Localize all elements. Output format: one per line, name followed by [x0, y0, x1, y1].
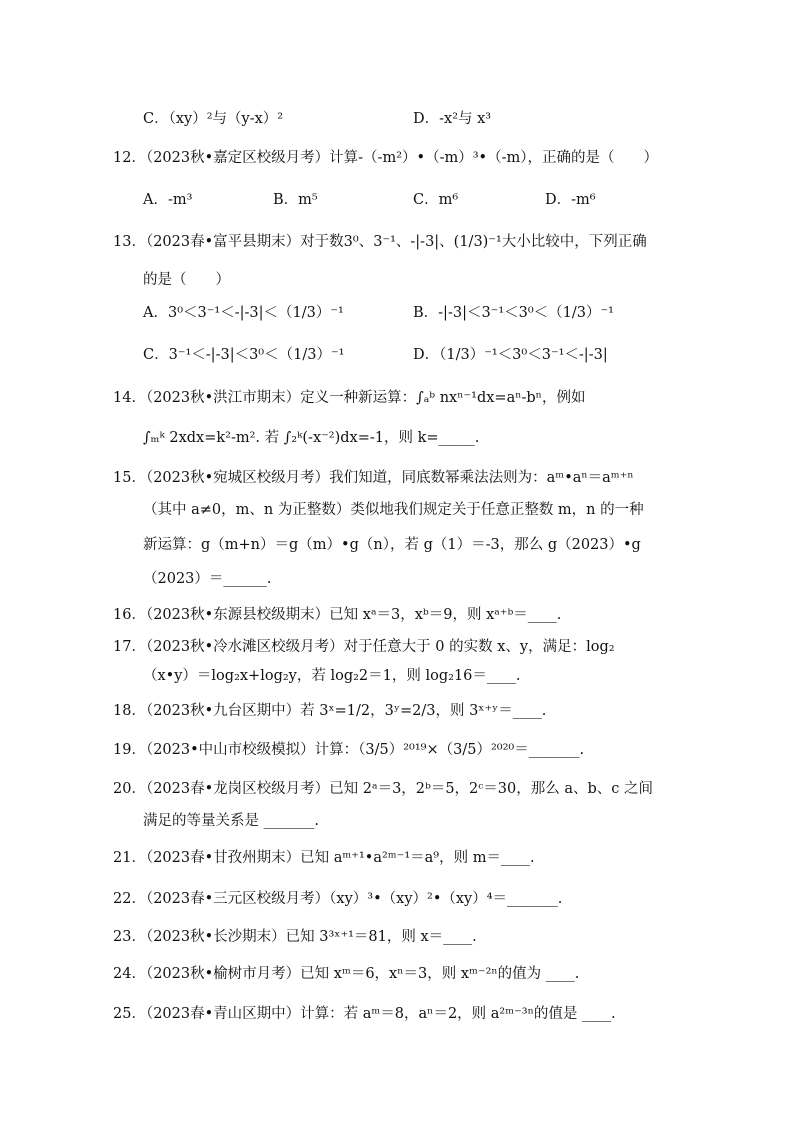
q15-line3: 新运算：g（m+n）＝g（m）•g（n），若 g（1）＝-3，那么 g（2023）•g: [143, 537, 641, 553]
q17-line1: 17．（2023秋•冷水滩区校级月考）对于任意大于 0 的实数 x、y，满足：log₂: [113, 639, 615, 655]
q15-line4: （2023）＝______.: [143, 571, 272, 587]
q18-text: 18．（2023秋•九台区期中）若 3ˣ=1/2，3ʸ=2/3，则 3ˣ⁺ʸ＝____.: [113, 703, 547, 719]
q23-text: 23．（2023秋•长沙期末）已知 3³ˣ⁺¹＝81，则 x＝____.: [113, 929, 477, 945]
q13-stem-line1: 13．（2023春•富平县期末）对于数3⁰、3⁻¹、-|-3|、(1/3)⁻¹大小比较中，下列正确: [113, 234, 647, 250]
q12-stem: 12．（2023秋•嘉定区校级月考）计算-（-m²）•（-m）³•（-m），正确的是（ ）: [113, 150, 658, 166]
q12-option-a: A．-m³: [143, 192, 193, 208]
q13-option-d: D．（1/3）⁻¹＜3⁰＜3⁻¹＜-|-3|: [413, 347, 608, 363]
q16-text: 16．（2023秋•东源县校级期末）已知 xᵃ＝3，xᵇ＝9，则 xᵃ⁺ᵇ＝____.: [113, 607, 562, 623]
q13-option-b: B．-|-3|＜3⁻¹＜3⁰＜（1/3）⁻¹: [413, 305, 614, 321]
q11-option-c: C．（xy）²与（y-x）²: [143, 111, 284, 127]
q14-line1: 14．（2023秋•洪江市期末）定义一种新运算：∫ₐᵇ nxⁿ⁻¹dx=aⁿ-bⁿ，例如: [113, 390, 586, 406]
q13-stem-line2: 的是（ ）: [143, 272, 230, 288]
q22-text: 22．（2023春•三元区校级月考）（xy）³•（xy）²•（xy）⁴＝_______.: [113, 891, 563, 907]
q20-line1: 20．（2023春•龙岗区校级月考）已知 2ᵃ＝3，2ᵇ＝5，2ᶜ＝30，那么 a、b、c 之间: [113, 781, 654, 797]
q21-text: 21．（2023春•甘孜州期末）已知 aᵐ⁺¹•a²ᵐ⁻¹＝a⁹，则 m＝____.: [113, 850, 535, 866]
q20-line2: 满足的等量关系是 _______.: [143, 813, 319, 829]
q15-line2: （其中 a≠0，m、n 为正整数）类似地我们规定关于任意正整数 m，n 的一种: [143, 502, 644, 518]
q24-text: 24．（2023秋•榆树市月考）已知 xᵐ＝6，xⁿ＝3，则 xᵐ⁻²ⁿ的值为 ____.: [113, 966, 580, 982]
q15-line1: 15．（2023秋•宛城区校级月考）我们知道，同底数幂乘法法则为：aᵐ•aⁿ＝aᵐ⁺ⁿ: [113, 470, 634, 486]
q17-line2: （x•y）＝log₂x+log₂y，若 log₂2＝1，则 log₂16＝____.: [143, 668, 521, 684]
q13-option-a: A．3⁰＜3⁻¹＜-|-3|＜（1/3）⁻¹: [143, 305, 344, 321]
q14-line2: ∫ₘᵏ 2xdx=k²-m². 若 ∫₂ᵏ(-x⁻²)dx=-1，则 k=_____.: [143, 430, 480, 446]
q11-option-d: D．-x²与 x³: [413, 111, 492, 127]
q13-option-c: C．3⁻¹＜-|-3|＜3⁰＜（1/3）⁻¹: [143, 347, 345, 363]
q25-text: 25．（2023春•青山区期中）计算：若 aᵐ＝8，aⁿ＝2，则 a²ᵐ⁻³ⁿ的值是 ____.: [113, 1006, 616, 1022]
q19-text: 19．（2023•中山市校级模拟）计算：（3/5）²⁰¹⁹×（3/5）²⁰²⁰＝_______.: [113, 742, 585, 758]
q12-option-b: B．m⁵: [273, 192, 318, 208]
q12-option-c: C．m⁶: [413, 192, 459, 208]
q12-option-d: D．-m⁶: [545, 192, 596, 208]
